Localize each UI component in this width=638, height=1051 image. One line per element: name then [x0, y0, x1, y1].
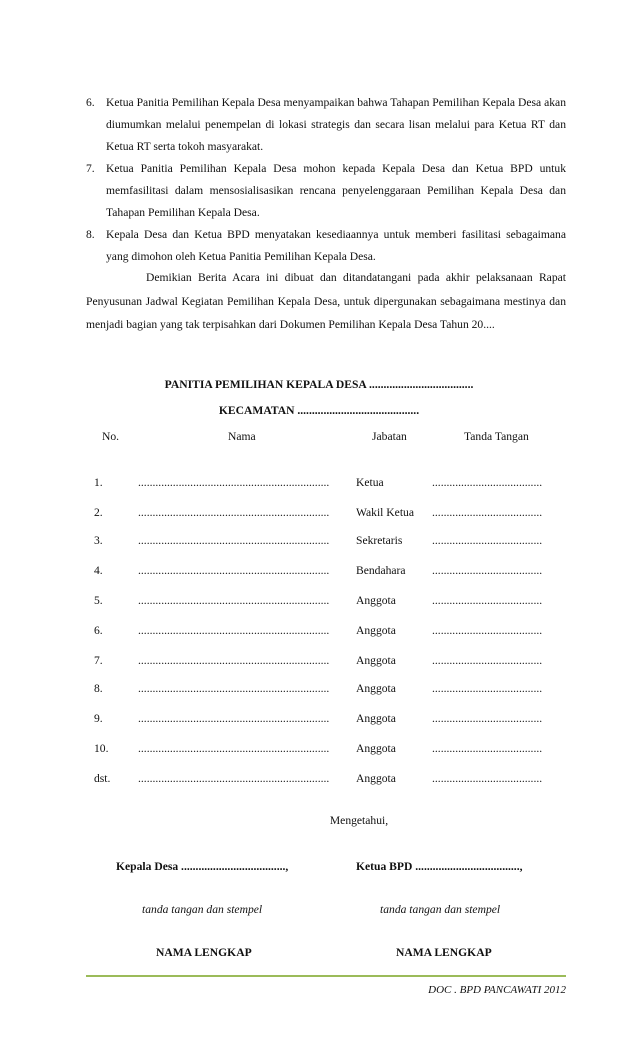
cell-nama: .................................................................. — [138, 712, 330, 725]
cell-tanda-tangan: ...................................... — [432, 712, 543, 725]
cell-no: 9. — [94, 712, 103, 725]
header-tanda-tangan: Tanda Tangan — [464, 430, 529, 443]
cell-tanda-tangan: ...................................... — [432, 564, 543, 577]
table-row — [86, 476, 566, 496]
table-row — [86, 682, 566, 702]
left-signature-note: tanda tangan dan stempel — [142, 903, 263, 916]
cell-no: 4. — [94, 564, 103, 577]
cell-nama: .................................................................. — [138, 742, 330, 755]
cell-jabatan: Ketua — [356, 476, 384, 489]
cell-no: dst. — [94, 772, 111, 785]
table-row — [86, 534, 566, 554]
cell-no: 6. — [94, 624, 103, 637]
cell-nama: .................................................................. — [138, 564, 330, 577]
mengetahui-label: Mengetahui, — [329, 814, 389, 827]
cell-tanda-tangan: ...................................... — [432, 654, 543, 667]
table-row — [86, 624, 566, 644]
cell-tanda-tangan: ...................................... — [432, 742, 543, 755]
cell-no: 1. — [94, 476, 103, 489]
cell-jabatan: Sekretaris — [356, 534, 403, 547]
cell-nama: .................................................................. — [138, 506, 330, 519]
cell-no: 10. — [94, 742, 109, 755]
cell-jabatan: Anggota — [356, 624, 396, 637]
cell-nama: .................................................................. — [138, 476, 330, 489]
cell-nama: .................................................................. — [138, 654, 330, 667]
header-no: No. — [102, 430, 120, 443]
cell-nama: .................................................................. — [138, 534, 330, 547]
cell-no: 3. — [94, 534, 103, 547]
table-row — [86, 506, 566, 526]
district-title: KECAMATAN .......................................... — [218, 404, 420, 417]
cell-jabatan: Anggota — [356, 654, 396, 667]
cell-no: 7. — [94, 654, 103, 667]
cell-no: 8. — [94, 682, 103, 695]
cell-nama: .................................................................. — [138, 624, 330, 637]
cell-nama: .................................................................. — [138, 682, 330, 695]
cell-jabatan: Anggota — [356, 682, 396, 695]
cell-nama: .................................................................. — [138, 594, 330, 607]
footer-rule — [86, 975, 566, 977]
item-text: Ketua Panitia Pemilihan Kepala Desa menyampaikan bahwa Tahapan Pemilihan Kepala Desa akan diumumkan melalui penempelan di lokasi strategis dan secara lisan melalui para Ketua RT dan Ketua RT serta tokoh masyarakat. — [106, 96, 566, 153]
table-row — [86, 594, 566, 614]
left-full-name: NAMA LENGKAP — [156, 946, 252, 959]
header-jabatan: Jabatan — [372, 430, 407, 443]
cell-tanda-tangan: ...................................... — [432, 476, 543, 489]
committee-title: PANITIA PEMILIHAN KEPALA DESA .................................... — [164, 378, 474, 391]
cell-tanda-tangan: ...................................... — [432, 772, 543, 785]
table-row — [86, 564, 566, 584]
cell-tanda-tangan: ...................................... — [432, 506, 543, 519]
table-row — [86, 772, 566, 792]
item-text: Kepala Desa dan Ketua BPD menyatakan kesediaannya untuk memberi fasilitasi sebagaimana yang dimohon oleh Ketua Panitia Pemilihan Kepala Desa. — [106, 228, 566, 263]
right-full-name: NAMA LENGKAP — [396, 946, 492, 959]
cell-no: 2. — [94, 506, 103, 519]
footer-doc-label: DOC . BPD PANCAWATI 2012 — [428, 984, 566, 996]
cell-jabatan: Anggota — [356, 594, 396, 607]
closing-text: Demikian Berita Acara ini dibuat dan ditandatangani pada akhir pelaksanaan Rapat Penyusunan Jadwal Kegiatan Pemilihan Kepala Desa, untuk dipergunakan sebagaimana mestinya dan menjadi bagian yang tak terpisahkan dari Dokumen Pemilihan Kepala Desa Tahun 20.... — [86, 271, 566, 331]
table-row — [86, 712, 566, 732]
kepala-desa-label: Kepala Desa ...................................., — [116, 860, 289, 873]
cell-nama: .................................................................. — [138, 772, 330, 785]
cell-tanda-tangan: ...................................... — [432, 624, 543, 637]
closing-paragraph — [86, 266, 566, 337]
list-item-6 — [86, 92, 566, 158]
table-row — [86, 742, 566, 762]
item-number: 6. — [86, 96, 95, 109]
cell-jabatan: Bendahara — [356, 564, 406, 577]
cell-jabatan: Wakil Ketua — [356, 506, 414, 519]
cell-tanda-tangan: ...................................... — [432, 534, 543, 547]
item-number: 8. — [86, 228, 95, 241]
list-item-7 — [86, 158, 566, 224]
table-row — [86, 654, 566, 674]
cell-no: 5. — [94, 594, 103, 607]
cell-jabatan: Anggota — [356, 772, 396, 785]
cell-tanda-tangan: ...................................... — [432, 594, 543, 607]
cell-jabatan: Anggota — [356, 712, 396, 725]
item-text: Ketua Panitia Pemilihan Kepala Desa mohon kepada Kepala Desa dan Ketua BPD untuk memfasilitasi dalam mensosialisasikan rencana penyelenggaraan Pemilihan Kepala Desa dan Tahapan Pemilihan Kepala Desa. — [106, 162, 566, 219]
header-nama: Nama — [228, 430, 256, 443]
cell-jabatan: Anggota — [356, 742, 396, 755]
item-number: 7. — [86, 162, 95, 175]
cell-tanda-tangan: ...................................... — [432, 682, 543, 695]
right-signature-note: tanda tangan dan stempel — [380, 903, 501, 916]
ketua-bpd-label: Ketua BPD ...................................., — [356, 860, 523, 873]
list-item-8 — [86, 224, 566, 268]
